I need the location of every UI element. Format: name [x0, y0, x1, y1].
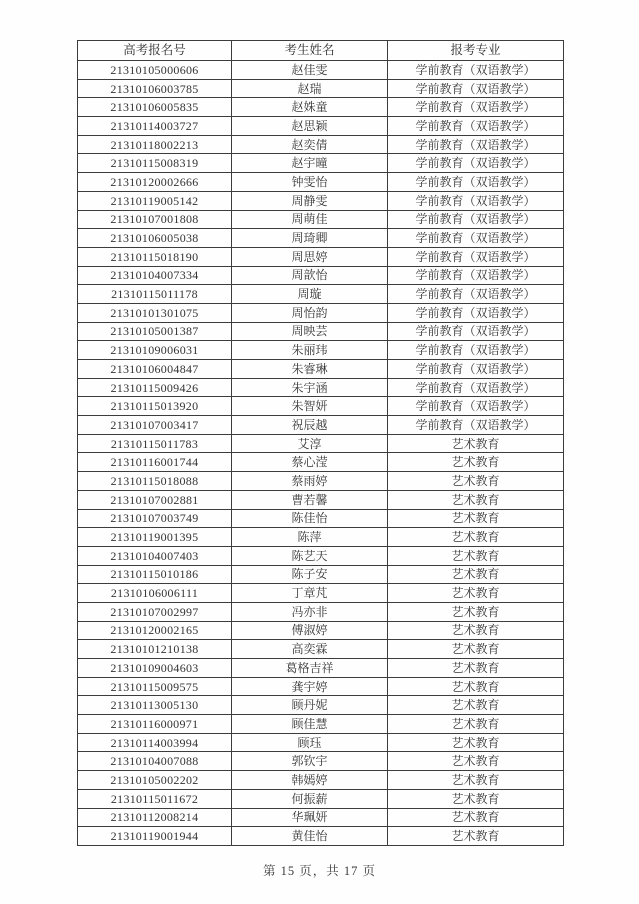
major-cell: 学前教育（双语教学）	[388, 61, 564, 80]
registration-number-cell: 21310106006111	[78, 584, 232, 603]
registration-number-cell: 21310101210138	[78, 640, 232, 659]
candidate-name-cell: 周璇	[232, 285, 388, 304]
major-cell: 学前教育（双语教学）	[388, 416, 564, 435]
table-row	[78, 266, 564, 285]
table-row	[78, 210, 564, 229]
candidate-name-cell: 朱智妍	[232, 397, 388, 416]
table-row	[78, 79, 564, 98]
candidate-name-cell: 华珮妍	[232, 808, 388, 827]
major-cell: 艺术教育	[388, 546, 564, 565]
registration-number-cell: 21310105000606	[78, 61, 232, 80]
registration-number-cell: 21310107001808	[78, 210, 232, 229]
header-major: 报考专业	[388, 41, 564, 61]
candidate-name-cell: 陈子安	[232, 565, 388, 584]
major-cell: 学前教育（双语教学）	[388, 360, 564, 379]
candidate-name-cell: 龚宇婷	[232, 677, 388, 696]
major-cell: 学前教育（双语教学）	[388, 135, 564, 154]
registration-number-cell: 21310106005038	[78, 229, 232, 248]
registration-number-cell: 21310116001744	[78, 453, 232, 472]
candidate-name-cell: 葛格吉祥	[232, 659, 388, 678]
registration-number-cell: 21310115011672	[78, 789, 232, 808]
candidate-name-cell: 周映芸	[232, 322, 388, 341]
registration-number-cell: 21310112008214	[78, 808, 232, 827]
table-row	[78, 285, 564, 304]
candidate-name-cell: 丁章芃	[232, 584, 388, 603]
major-cell: 艺术教育	[388, 528, 564, 547]
registration-number-cell: 21310106005835	[78, 98, 232, 117]
candidate-name-cell: 赵姝童	[232, 98, 388, 117]
table-row	[78, 416, 564, 435]
major-cell: 学前教育（双语教学）	[388, 322, 564, 341]
candidate-name-cell: 陈佳怡	[232, 509, 388, 528]
major-cell: 学前教育（双语教学）	[388, 79, 564, 98]
table-row	[78, 659, 564, 678]
table-row	[78, 752, 564, 771]
registration-number-cell: 21310104007088	[78, 752, 232, 771]
candidate-name-cell: 周琦卿	[232, 229, 388, 248]
registration-number-cell: 21310114003994	[78, 733, 232, 752]
table-row	[78, 229, 564, 248]
table-row	[78, 135, 564, 154]
candidate-name-cell: 周萌佳	[232, 210, 388, 229]
table-row	[78, 397, 564, 416]
table-row	[78, 715, 564, 734]
major-cell: 艺术教育	[388, 659, 564, 678]
registration-number-cell: 21310115011783	[78, 434, 232, 453]
major-cell: 艺术教育	[388, 602, 564, 621]
major-cell: 艺术教育	[388, 584, 564, 603]
major-cell: 学前教育（双语教学）	[388, 117, 564, 136]
major-cell: 艺术教育	[388, 472, 564, 491]
candidate-name-cell: 黄佳怡	[232, 827, 388, 846]
registration-number-cell: 21310105002202	[78, 771, 232, 790]
registration-number-cell: 21310115008319	[78, 154, 232, 173]
registration-number-cell: 21310115009575	[78, 677, 232, 696]
candidate-name-cell: 周怡韵	[232, 303, 388, 322]
major-cell: 学前教育（双语教学）	[388, 341, 564, 360]
candidate-name-cell: 周静雯	[232, 191, 388, 210]
major-cell: 学前教育（双语教学）	[388, 154, 564, 173]
major-cell: 艺术教育	[388, 677, 564, 696]
table-row	[78, 360, 564, 379]
major-cell: 艺术教育	[388, 808, 564, 827]
major-cell: 艺术教育	[388, 565, 564, 584]
candidate-name-cell: 赵瑞	[232, 79, 388, 98]
major-cell: 学前教育（双语教学）	[388, 266, 564, 285]
table-row	[78, 621, 564, 640]
major-cell: 艺术教育	[388, 752, 564, 771]
table-row	[78, 827, 564, 846]
header-candidate-name: 考生姓名	[232, 41, 388, 61]
registration-number-cell: 21310109006031	[78, 341, 232, 360]
registration-number-cell: 21310119001395	[78, 528, 232, 547]
registration-number-cell: 21310105001387	[78, 322, 232, 341]
table-row	[78, 173, 564, 192]
registration-number-cell: 21310107003749	[78, 509, 232, 528]
table-row	[78, 341, 564, 360]
registration-number-cell: 21310115010186	[78, 565, 232, 584]
registration-number-cell: 21310113005130	[78, 696, 232, 715]
major-cell: 艺术教育	[388, 453, 564, 472]
candidate-name-cell: 祝辰越	[232, 416, 388, 435]
table-row	[78, 472, 564, 491]
registration-number-cell: 21310119005142	[78, 191, 232, 210]
table-row	[78, 546, 564, 565]
candidate-name-cell: 赵奕倩	[232, 135, 388, 154]
candidate-name-cell: 曹若馨	[232, 490, 388, 509]
table-row	[78, 677, 564, 696]
registration-number-cell: 21310104007403	[78, 546, 232, 565]
candidate-name-cell: 傅淑婷	[232, 621, 388, 640]
candidate-name-cell: 陈萍	[232, 528, 388, 547]
table-row	[78, 154, 564, 173]
table-row	[78, 640, 564, 659]
candidate-name-cell: 周思婷	[232, 247, 388, 266]
candidate-name-cell: 蔡心滢	[232, 453, 388, 472]
candidate-name-cell: 何振薪	[232, 789, 388, 808]
registration-number-cell: 21310107003417	[78, 416, 232, 435]
major-cell: 学前教育（双语教学）	[388, 173, 564, 192]
table-row	[78, 584, 564, 603]
table-header-row	[78, 41, 564, 61]
table-row	[78, 191, 564, 210]
major-cell: 艺术教育	[388, 789, 564, 808]
major-cell: 学前教育（双语教学）	[388, 98, 564, 117]
candidate-name-cell: 艾淳	[232, 434, 388, 453]
candidate-name-cell: 顾佳慧	[232, 715, 388, 734]
major-cell: 学前教育（双语教学）	[388, 210, 564, 229]
registration-number-cell: 21310109004603	[78, 659, 232, 678]
registration-number-cell: 21310115018088	[78, 472, 232, 491]
registration-table	[77, 40, 564, 846]
registration-number-cell: 21310107002997	[78, 602, 232, 621]
registration-number-cell: 21310120002666	[78, 173, 232, 192]
header-registration-number: 高考报名号	[78, 41, 232, 61]
candidate-name-cell: 朱丽玮	[232, 341, 388, 360]
table-row	[78, 771, 564, 790]
table-row	[78, 490, 564, 509]
table-row	[78, 117, 564, 136]
candidate-name-cell: 郭钦宇	[232, 752, 388, 771]
registration-number-cell: 21310101301075	[78, 303, 232, 322]
candidate-name-cell: 陈艺天	[232, 546, 388, 565]
candidate-name-cell: 顾丹妮	[232, 696, 388, 715]
table-row	[78, 509, 564, 528]
table-row	[78, 602, 564, 621]
candidate-name-cell: 赵宇曈	[232, 154, 388, 173]
major-cell: 学前教育（双语教学）	[388, 378, 564, 397]
major-cell: 学前教育（双语教学）	[388, 191, 564, 210]
registration-number-cell: 21310120002165	[78, 621, 232, 640]
table-row	[78, 453, 564, 472]
registration-number-cell: 21310118002213	[78, 135, 232, 154]
major-cell: 艺术教育	[388, 696, 564, 715]
table-row	[78, 565, 564, 584]
registration-number-cell: 21310115011178	[78, 285, 232, 304]
registration-number-cell: 21310116000971	[78, 715, 232, 734]
table-row	[78, 789, 564, 808]
table-row	[78, 61, 564, 80]
candidate-name-cell: 赵佳雯	[232, 61, 388, 80]
table-body	[78, 61, 564, 846]
major-cell: 艺术教育	[388, 640, 564, 659]
candidate-name-cell: 朱宇涵	[232, 378, 388, 397]
major-cell: 艺术教育	[388, 715, 564, 734]
registration-number-cell: 21310115009426	[78, 378, 232, 397]
candidate-name-cell: 赵思颖	[232, 117, 388, 136]
major-cell: 艺术教育	[388, 771, 564, 790]
table-row	[78, 247, 564, 266]
candidate-name-cell: 冯亦非	[232, 602, 388, 621]
candidate-name-cell: 周歆怡	[232, 266, 388, 285]
major-cell: 艺术教育	[388, 733, 564, 752]
registration-number-cell: 21310115013920	[78, 397, 232, 416]
table-row	[78, 322, 564, 341]
registration-number-cell: 21310107002881	[78, 490, 232, 509]
registration-number-cell: 21310115018190	[78, 247, 232, 266]
page-number-footer: 第 15 页，共 17 页	[262, 864, 376, 878]
registration-number-cell: 21310106003785	[78, 79, 232, 98]
major-cell: 学前教育（双语教学）	[388, 229, 564, 248]
table-row	[78, 808, 564, 827]
major-cell: 艺术教育	[388, 509, 564, 528]
major-cell: 学前教育（双语教学）	[388, 397, 564, 416]
table-row	[78, 434, 564, 453]
table-row	[78, 528, 564, 547]
major-cell: 学前教育（双语教学）	[388, 285, 564, 304]
major-cell: 学前教育（双语教学）	[388, 303, 564, 322]
table-row	[78, 733, 564, 752]
candidate-name-cell: 钟雯怡	[232, 173, 388, 192]
candidate-name-cell: 韩嫣婷	[232, 771, 388, 790]
table-row	[78, 696, 564, 715]
major-cell: 艺术教育	[388, 490, 564, 509]
major-cell: 学前教育（双语教学）	[388, 247, 564, 266]
table-row	[78, 98, 564, 117]
table-row	[78, 303, 564, 322]
major-cell: 艺术教育	[388, 621, 564, 640]
major-cell: 艺术教育	[388, 827, 564, 846]
registration-number-cell: 21310119001944	[78, 827, 232, 846]
registration-number-cell: 21310106004847	[78, 360, 232, 379]
table-row	[78, 378, 564, 397]
registration-number-cell: 21310114003727	[78, 117, 232, 136]
candidate-name-cell: 朱睿琳	[232, 360, 388, 379]
candidate-name-cell: 顾珏	[232, 733, 388, 752]
major-cell: 艺术教育	[388, 434, 564, 453]
candidate-name-cell: 蔡雨婷	[232, 472, 388, 491]
candidate-name-cell: 高奕霖	[232, 640, 388, 659]
registration-number-cell: 21310104007334	[78, 266, 232, 285]
